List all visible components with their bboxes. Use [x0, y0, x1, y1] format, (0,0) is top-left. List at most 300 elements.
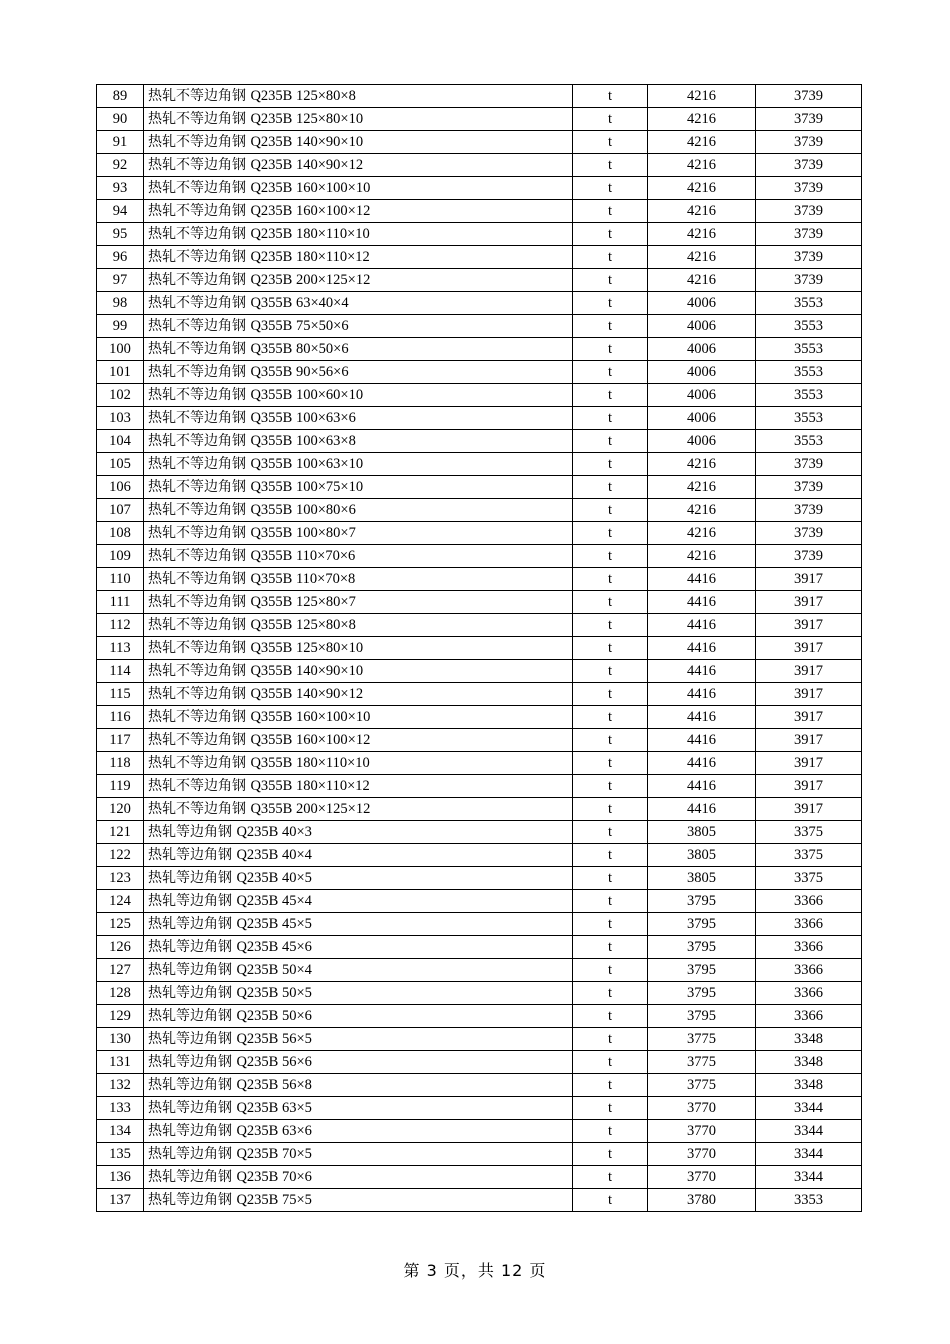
material-spec: Q235B 140×90×12: [250, 157, 364, 173]
row-price-secondary-cell: 3366: [756, 936, 862, 959]
row-price-secondary-cell: 3348: [756, 1028, 862, 1051]
table-row: [97, 982, 862, 1005]
row-price-secondary-cell: 3344: [756, 1097, 862, 1120]
row-index-cell: 93: [97, 177, 144, 200]
row-index-cell: 107: [97, 499, 144, 522]
table-row: [97, 361, 862, 384]
row-price-primary-cell: 4006: [648, 361, 756, 384]
material-spec: Q355B 160×100×12: [250, 732, 371, 748]
row-price-secondary-cell: 3917: [756, 637, 862, 660]
row-description-cell: [144, 1166, 573, 1189]
row-price-primary-cell: 3805: [648, 867, 756, 890]
row-unit-cell: t: [573, 453, 648, 476]
row-price-primary-cell: 4216: [648, 246, 756, 269]
row-description-cell: [144, 108, 573, 131]
material-spec: Q355B 80×50×6: [250, 341, 349, 357]
table-row: [97, 683, 862, 706]
row-unit-cell: t: [573, 798, 648, 821]
table-row: [97, 522, 862, 545]
row-description-cell: [144, 476, 573, 499]
row-price-primary-cell: 4216: [648, 154, 756, 177]
material-name: 热轧不等边角钢: [148, 502, 251, 518]
row-price-secondary-cell: 3739: [756, 476, 862, 499]
material-spec: Q235B 200×125×12: [250, 272, 371, 288]
table-row: [97, 729, 862, 752]
material-price-table: [96, 84, 862, 1212]
row-unit-cell: t: [573, 476, 648, 499]
table-row: [97, 1189, 862, 1212]
row-description-cell: [144, 246, 573, 269]
row-description-cell: [144, 154, 573, 177]
material-spec: Q355B 160×100×10: [250, 709, 371, 725]
row-index-cell: 127: [97, 959, 144, 982]
row-price-primary-cell: 3775: [648, 1074, 756, 1097]
row-description-cell: [144, 775, 573, 798]
row-unit-cell: t: [573, 660, 648, 683]
table-row: [97, 1166, 862, 1189]
row-index-cell: 131: [97, 1051, 144, 1074]
row-price-secondary-cell: 3739: [756, 177, 862, 200]
row-index-cell: 117: [97, 729, 144, 752]
row-description-cell: [144, 844, 573, 867]
row-price-primary-cell: 4416: [648, 798, 756, 821]
row-description-cell: [144, 85, 573, 108]
row-description-cell: [144, 453, 573, 476]
material-spec: Q235B 50×6: [236, 1008, 312, 1024]
material-name: 热轧不等边角钢: [148, 778, 251, 794]
row-index-cell: 98: [97, 292, 144, 315]
row-index-cell: 89: [97, 85, 144, 108]
material-spec: Q235B 180×110×10: [250, 226, 370, 242]
row-description-cell: [144, 660, 573, 683]
row-price-secondary-cell: 3739: [756, 269, 862, 292]
row-description-cell: [144, 1005, 573, 1028]
row-index-cell: 100: [97, 338, 144, 361]
material-spec: Q235B 140×90×10: [250, 134, 364, 150]
material-name: 热轧等边角钢: [148, 1008, 237, 1024]
row-unit-cell: t: [573, 430, 648, 453]
row-unit-cell: t: [573, 1120, 648, 1143]
table-row: [97, 292, 862, 315]
row-unit-cell: t: [573, 200, 648, 223]
row-description-cell: [144, 315, 573, 338]
row-unit-cell: t: [573, 1166, 648, 1189]
row-description-cell: [144, 1120, 573, 1143]
row-unit-cell: t: [573, 1074, 648, 1097]
material-name: 热轧不等边角钢: [148, 663, 251, 679]
table-row: [97, 246, 862, 269]
row-unit-cell: t: [573, 752, 648, 775]
table-row: [97, 706, 862, 729]
table-row: [97, 1074, 862, 1097]
row-description-cell: [144, 568, 573, 591]
row-index-cell: 123: [97, 867, 144, 890]
table-row: [97, 177, 862, 200]
material-name: 热轧等边角钢: [148, 1169, 237, 1185]
row-price-secondary-cell: 3917: [756, 660, 862, 683]
row-price-secondary-cell: 3344: [756, 1166, 862, 1189]
row-index-cell: 110: [97, 568, 144, 591]
material-name: 热轧不等边角钢: [148, 456, 251, 472]
material-spec: Q235B 40×4: [236, 847, 312, 863]
row-index-cell: 121: [97, 821, 144, 844]
row-price-primary-cell: 4216: [648, 108, 756, 131]
table-row: [97, 614, 862, 637]
row-unit-cell: t: [573, 315, 648, 338]
row-unit-cell: t: [573, 1051, 648, 1074]
row-price-primary-cell: 3795: [648, 959, 756, 982]
material-name: 热轧等边角钢: [148, 916, 237, 932]
row-price-secondary-cell: 3353: [756, 1189, 862, 1212]
row-price-primary-cell: 4416: [648, 706, 756, 729]
row-description-cell: [144, 821, 573, 844]
material-spec: Q235B 63×5: [236, 1100, 312, 1116]
material-name: 热轧不等边角钢: [148, 709, 251, 725]
table-row: [97, 752, 862, 775]
row-unit-cell: t: [573, 614, 648, 637]
row-index-cell: 99: [97, 315, 144, 338]
row-price-primary-cell: 4416: [648, 683, 756, 706]
row-description-cell: [144, 913, 573, 936]
material-spec: Q355B 140×90×12: [250, 686, 364, 702]
table-row: [97, 844, 862, 867]
material-spec: Q355B 180×110×12: [250, 778, 370, 794]
material-name: 热轧不等边角钢: [148, 686, 251, 702]
row-price-primary-cell: 4416: [648, 752, 756, 775]
material-name: 热轧不等边角钢: [148, 548, 251, 564]
row-price-primary-cell: 3795: [648, 936, 756, 959]
material-spec: Q235B 180×110×12: [250, 249, 370, 265]
row-price-primary-cell: 4216: [648, 131, 756, 154]
material-name: 热轧不等边角钢: [148, 295, 251, 311]
row-description-cell: [144, 407, 573, 430]
material-spec: Q355B 140×90×10: [250, 663, 364, 679]
row-index-cell: 125: [97, 913, 144, 936]
material-name: 热轧不等边角钢: [148, 755, 251, 771]
row-unit-cell: t: [573, 292, 648, 315]
row-price-secondary-cell: 3917: [756, 798, 862, 821]
row-unit-cell: t: [573, 338, 648, 361]
row-index-cell: 129: [97, 1005, 144, 1028]
row-index-cell: 96: [97, 246, 144, 269]
material-spec: Q355B 200×125×12: [250, 801, 371, 817]
material-name: 热轧不等边角钢: [148, 732, 251, 748]
table-row: [97, 660, 862, 683]
row-description-cell: [144, 292, 573, 315]
row-index-cell: 101: [97, 361, 144, 384]
material-spec: Q355B 100×63×10: [250, 456, 364, 472]
row-index-cell: 92: [97, 154, 144, 177]
row-index-cell: 97: [97, 269, 144, 292]
table-row: [97, 1028, 862, 1051]
row-index-cell: 126: [97, 936, 144, 959]
row-unit-cell: t: [573, 1005, 648, 1028]
material-spec: Q355B 110×70×6: [250, 548, 356, 564]
row-index-cell: 109: [97, 545, 144, 568]
material-name: 热轧不等边角钢: [148, 640, 251, 656]
row-price-secondary-cell: 3348: [756, 1051, 862, 1074]
material-name: 热轧不等边角钢: [148, 617, 251, 633]
row-unit-cell: t: [573, 1189, 648, 1212]
table-row: [97, 591, 862, 614]
material-name: 热轧等边角钢: [148, 1146, 237, 1162]
row-unit-cell: t: [573, 568, 648, 591]
material-spec: Q355B 125×80×7: [250, 594, 356, 610]
row-price-secondary-cell: 3553: [756, 407, 862, 430]
row-index-cell: 111: [97, 591, 144, 614]
row-price-primary-cell: 3770: [648, 1166, 756, 1189]
material-spec: Q355B 100×75×10: [250, 479, 364, 495]
table-row: [97, 476, 862, 499]
material-spec: Q235B 70×6: [236, 1169, 312, 1185]
row-index-cell: 122: [97, 844, 144, 867]
table-row: [97, 568, 862, 591]
row-unit-cell: t: [573, 1028, 648, 1051]
material-name: 热轧不等边角钢: [148, 479, 251, 495]
row-description-cell: [144, 269, 573, 292]
material-name: 热轧不等边角钢: [148, 594, 251, 610]
material-spec: Q235B 40×5: [236, 870, 312, 886]
row-unit-cell: t: [573, 637, 648, 660]
row-price-secondary-cell: 3739: [756, 453, 862, 476]
row-index-cell: 104: [97, 430, 144, 453]
material-name: 热轧不等边角钢: [148, 180, 251, 196]
table-row: [97, 453, 862, 476]
row-description-cell: [144, 959, 573, 982]
material-spec: Q235B 40×3: [236, 824, 312, 840]
material-name: 热轧不等边角钢: [148, 387, 251, 403]
row-unit-cell: t: [573, 959, 648, 982]
row-index-cell: 105: [97, 453, 144, 476]
row-index-cell: 102: [97, 384, 144, 407]
table-row: [97, 407, 862, 430]
table-row: [97, 637, 862, 660]
material-name: 热轧不等边角钢: [148, 88, 251, 104]
row-description-cell: [144, 1143, 573, 1166]
row-unit-cell: t: [573, 269, 648, 292]
material-name: 热轧不等边角钢: [148, 203, 251, 219]
row-price-primary-cell: 4216: [648, 269, 756, 292]
row-price-secondary-cell: 3739: [756, 522, 862, 545]
row-description-cell: [144, 522, 573, 545]
row-unit-cell: t: [573, 131, 648, 154]
row-description-cell: [144, 1097, 573, 1120]
row-price-secondary-cell: 3917: [756, 568, 862, 591]
row-index-cell: 130: [97, 1028, 144, 1051]
table-row: [97, 200, 862, 223]
row-price-primary-cell: 3795: [648, 982, 756, 1005]
row-unit-cell: t: [573, 499, 648, 522]
row-price-primary-cell: 3770: [648, 1120, 756, 1143]
table-row: [97, 1120, 862, 1143]
row-price-primary-cell: 4416: [648, 614, 756, 637]
material-spec: Q355B 100×63×6: [250, 410, 356, 426]
table-row: [97, 338, 862, 361]
row-unit-cell: t: [573, 775, 648, 798]
row-description-cell: [144, 637, 573, 660]
table-row: [97, 913, 862, 936]
row-description-cell: [144, 177, 573, 200]
row-unit-cell: t: [573, 246, 648, 269]
row-index-cell: 94: [97, 200, 144, 223]
material-name: 热轧等边角钢: [148, 985, 237, 1001]
row-price-primary-cell: 4216: [648, 177, 756, 200]
row-price-primary-cell: 4216: [648, 522, 756, 545]
row-index-cell: 136: [97, 1166, 144, 1189]
material-name: 热轧不等边角钢: [148, 272, 251, 288]
row-price-secondary-cell: 3375: [756, 821, 862, 844]
row-description-cell: [144, 1051, 573, 1074]
row-index-cell: 137: [97, 1189, 144, 1212]
row-description-cell: [144, 1074, 573, 1097]
row-description-cell: [144, 361, 573, 384]
row-unit-cell: t: [573, 729, 648, 752]
row-index-cell: 114: [97, 660, 144, 683]
row-price-primary-cell: 4216: [648, 453, 756, 476]
material-name: 热轧不等边角钢: [148, 157, 251, 173]
material-name: 热轧不等边角钢: [148, 410, 251, 426]
material-name: 热轧等边角钢: [148, 893, 237, 909]
material-spec: Q355B 125×80×8: [250, 617, 356, 633]
row-price-secondary-cell: 3366: [756, 890, 862, 913]
table-row: [97, 499, 862, 522]
row-description-cell: [144, 706, 573, 729]
material-name: 热轧等边角钢: [148, 1100, 237, 1116]
material-spec: Q235B 125×80×8: [250, 88, 356, 104]
material-spec: Q235B 70×5: [236, 1146, 312, 1162]
row-price-primary-cell: 4416: [648, 568, 756, 591]
row-price-secondary-cell: 3739: [756, 154, 862, 177]
material-spec: Q235B 75×5: [236, 1192, 312, 1208]
row-unit-cell: t: [573, 1097, 648, 1120]
row-price-secondary-cell: 3553: [756, 315, 862, 338]
row-price-secondary-cell: 3375: [756, 867, 862, 890]
row-price-primary-cell: 4416: [648, 591, 756, 614]
material-name: 热轧等边角钢: [148, 962, 237, 978]
row-price-secondary-cell: 3366: [756, 913, 862, 936]
row-description-cell: [144, 683, 573, 706]
table-row: [97, 775, 862, 798]
row-index-cell: 95: [97, 223, 144, 246]
material-spec: Q235B 56×6: [236, 1054, 312, 1070]
row-unit-cell: t: [573, 913, 648, 936]
row-unit-cell: t: [573, 384, 648, 407]
material-name: 热轧等边角钢: [148, 1077, 237, 1093]
material-name: 热轧不等边角钢: [148, 111, 251, 127]
material-name: 热轧不等边角钢: [148, 571, 251, 587]
row-price-primary-cell: 3770: [648, 1097, 756, 1120]
material-name: 热轧等边角钢: [148, 824, 237, 840]
material-spec: Q235B 50×4: [236, 962, 312, 978]
row-price-primary-cell: 4216: [648, 545, 756, 568]
row-unit-cell: t: [573, 177, 648, 200]
material-spec: Q355B 180×110×10: [250, 755, 370, 771]
row-price-primary-cell: 3795: [648, 913, 756, 936]
row-price-primary-cell: 3775: [648, 1028, 756, 1051]
material-spec: Q355B 100×80×6: [250, 502, 356, 518]
material-spec: Q235B 50×5: [236, 985, 312, 1001]
row-price-primary-cell: 4216: [648, 85, 756, 108]
row-description-cell: [144, 890, 573, 913]
row-unit-cell: t: [573, 936, 648, 959]
table-row: [97, 1097, 862, 1120]
row-price-primary-cell: 3805: [648, 844, 756, 867]
row-price-primary-cell: 3780: [648, 1189, 756, 1212]
row-unit-cell: t: [573, 108, 648, 131]
material-name: 热轧等边角钢: [148, 1192, 237, 1208]
material-name: 热轧不等边角钢: [148, 318, 251, 334]
material-spec: Q235B 56×5: [236, 1031, 312, 1047]
row-description-cell: [144, 1028, 573, 1051]
row-price-primary-cell: 4416: [648, 775, 756, 798]
row-index-cell: 116: [97, 706, 144, 729]
material-spec: Q235B 45×4: [236, 893, 312, 909]
row-unit-cell: t: [573, 407, 648, 430]
row-price-primary-cell: 3795: [648, 1005, 756, 1028]
row-price-primary-cell: 4006: [648, 384, 756, 407]
row-unit-cell: t: [573, 890, 648, 913]
row-description-cell: [144, 591, 573, 614]
row-description-cell: [144, 729, 573, 752]
table-row: [97, 821, 862, 844]
row-price-secondary-cell: 3917: [756, 614, 862, 637]
page-footer: [0, 1258, 950, 1281]
material-spec: Q235B 63×6: [236, 1123, 312, 1139]
material-name: 热轧等边角钢: [148, 1031, 237, 1047]
row-unit-cell: t: [573, 683, 648, 706]
row-price-secondary-cell: 3348: [756, 1074, 862, 1097]
table-row: [97, 131, 862, 154]
row-price-secondary-cell: 3739: [756, 200, 862, 223]
row-price-primary-cell: 4416: [648, 729, 756, 752]
table-row: [97, 315, 862, 338]
row-index-cell: 118: [97, 752, 144, 775]
row-description-cell: [144, 223, 573, 246]
row-index-cell: 108: [97, 522, 144, 545]
row-index-cell: 128: [97, 982, 144, 1005]
row-price-secondary-cell: 3739: [756, 545, 862, 568]
row-description-cell: [144, 545, 573, 568]
row-price-secondary-cell: 3366: [756, 959, 862, 982]
row-unit-cell: t: [573, 706, 648, 729]
row-index-cell: 119: [97, 775, 144, 798]
row-description-cell: [144, 430, 573, 453]
row-price-primary-cell: 4216: [648, 476, 756, 499]
row-price-primary-cell: 4416: [648, 660, 756, 683]
row-price-secondary-cell: 3344: [756, 1143, 862, 1166]
material-name: 热轧不等边角钢: [148, 525, 251, 541]
row-unit-cell: t: [573, 361, 648, 384]
row-price-primary-cell: 4006: [648, 292, 756, 315]
row-unit-cell: t: [573, 821, 648, 844]
row-description-cell: [144, 384, 573, 407]
table-row: [97, 959, 862, 982]
material-name: 热轧不等边角钢: [148, 341, 251, 357]
material-spec: Q355B 63×40×4: [250, 295, 349, 311]
material-name: 热轧等边角钢: [148, 870, 237, 886]
material-spec: Q355B 110×70×8: [250, 571, 356, 587]
row-price-primary-cell: 4006: [648, 407, 756, 430]
row-price-secondary-cell: 3739: [756, 131, 862, 154]
row-price-secondary-cell: 3739: [756, 499, 862, 522]
material-name: 热轧不等边角钢: [148, 433, 251, 449]
row-price-secondary-cell: 3366: [756, 1005, 862, 1028]
table-row: [97, 223, 862, 246]
row-unit-cell: t: [573, 1143, 648, 1166]
row-index-cell: 103: [97, 407, 144, 430]
row-price-secondary-cell: 3553: [756, 361, 862, 384]
table-row: [97, 1005, 862, 1028]
